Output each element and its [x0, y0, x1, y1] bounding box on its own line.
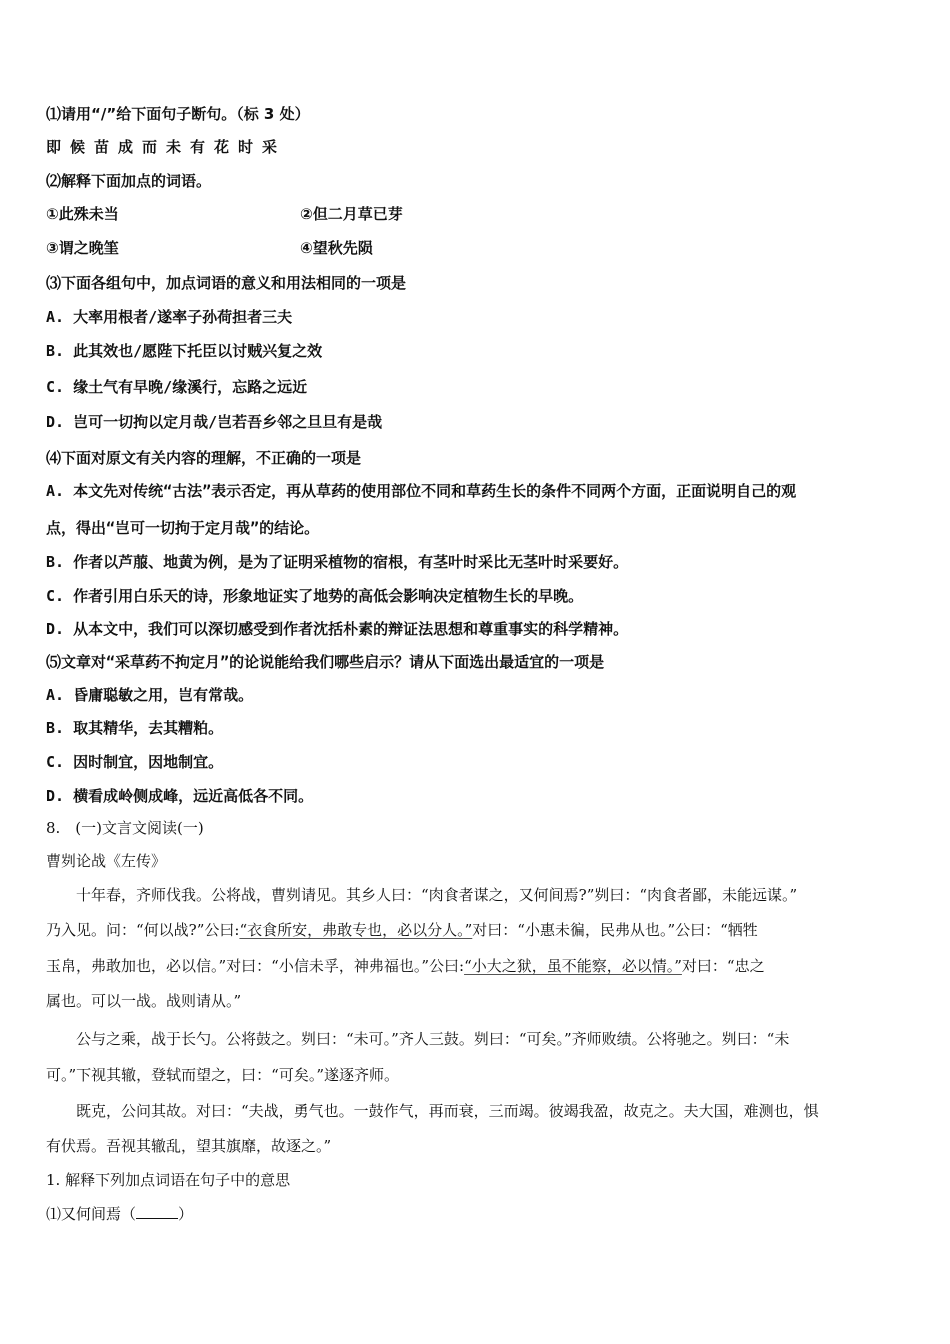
item-text: ） [178, 1205, 194, 1223]
underlined-sentence-1: “衣食所安，弗敢专也，必以分人。” [239, 921, 473, 939]
passage-text: 乃入见。问：“何以战?”公曰: [46, 921, 240, 939]
q2-item-1: ①此殊未当 [46, 205, 119, 223]
item-text: ⑴又何间焉（ [46, 1205, 137, 1223]
passage-p1-line3 [46, 956, 765, 976]
q4-option-c: C. 作者引用白乐天的诗，形象地证实了地势的高低会影响决定植物生长的早晚。 [46, 587, 584, 605]
q2-row-1 [46, 204, 906, 224]
q4-prompt: ⑷下面对原文有关内容的理解，不正确的一项是 [46, 449, 362, 467]
q5-prompt: ⑸文章对“采草药不拘定月”的论说能给我们哪些启示？请从下面选出最适宜的一项是 [46, 653, 605, 671]
section-heading: 8. (一)文言文阅读(一) [46, 819, 204, 837]
q1-sentence: 即候苗成而未有花时采 [46, 138, 287, 156]
q3-option-b: B. 此其效也/愿陛下托臣以讨贼兴复之效 [46, 342, 323, 360]
passage-p2-line2: 可。”下视其辙，登轼而望之，曰：“可矣。”遂逐齐师。 [46, 1066, 400, 1084]
passage-p2-line1: 公与之乘，战于长勺。公将鼓之。刿曰：“未可。”齐人三鼓。刿曰：“可矣。”齐师败绩。公将驰之。刿曰：“未 [76, 1030, 790, 1048]
q1-prompt: ⑴请用“/”给下面句子断句。（标 3 处） [46, 105, 310, 123]
passage-p1-line2 [46, 920, 758, 940]
q2-item-3: ③谓之晚筀 [46, 239, 119, 257]
passage-text: 玉帛，弗敢加也，必以信。”对曰：“小信未孚，神弗福也。”公曰: [46, 957, 465, 975]
q3-option-c: C. 缘土气有早晚/缘溪行，忘路之远近 [46, 378, 308, 396]
q4-option-a: A. 本文先对传统“古法”表示否定，再从草药的使用部位不同和草药生长的条件不同两个方面，正面说明自己的观 [46, 482, 797, 500]
passage-text: 对曰：“小惠未徧，民弗从也。”公曰：“牺牲 [472, 921, 758, 939]
q3-option-a: A. 大率用根者/遂率子孙荷担者三夫 [46, 308, 293, 326]
answer-blank[interactable] [136, 1204, 178, 1219]
passage-title: 曹刿论战《左传》 [46, 852, 167, 870]
q4-option-d: D. 从本文中，我们可以深切感受到作者沈括朴素的辩证法思想和尊重事实的科学精神。 [46, 620, 629, 638]
q3-prompt: ⑶下面各组句中，加点词语的意义和用法相同的一项是 [46, 274, 407, 292]
q5-option-d: D. 横看成岭侧成峰，远近高低各不同。 [46, 787, 314, 805]
passage-text: 对曰：“忠之 [681, 957, 765, 975]
q2-item-4: ④望秋先陨 [300, 239, 373, 257]
question1-prompt: 1. 解释下列加点词语在句子中的意思 [46, 1171, 291, 1189]
passage-p3-line1: 既克，公问其故。对曰：“夫战，勇气也。一鼓作气，再而衰，三而竭。彼竭我盈，故克之。夫大国，难测也，惧 [76, 1102, 819, 1120]
passage-p1-line4: 属也。可以一战。战则请从。” [46, 992, 242, 1010]
passage-p1-line1: 十年春，齐师伐我。公将战，曹刿请见。其乡人曰：“肉食者谋之，又何间焉?”刿曰：“肉食者鄙，未能远谋。” [76, 886, 798, 904]
q2-row-2 [46, 238, 906, 258]
q4-option-a-cont: 点，得出“岂可一切拘于定月哉”的结论。 [46, 519, 320, 537]
underlined-sentence-2: “小大之狱，虽不能察，必以情。” [464, 957, 682, 975]
question1-item1 [46, 1204, 193, 1224]
q4-option-b: B. 作者以芦菔、地黄为例，是为了证明采植物的宿根，有茎叶时采比无茎叶时采要好。 [46, 553, 629, 571]
q5-option-a: A. 昏庸聪敏之用，岂有常哉。 [46, 686, 254, 704]
q5-option-c: C. 因时制宜，因地制宜。 [46, 753, 224, 771]
passage-p3-line2: 有伏焉。吾视其辙乱，望其旗靡，故逐之。” [46, 1137, 332, 1155]
q5-option-b: B. 取其精华，去其糟粕。 [46, 719, 224, 737]
q2-prompt: ⑵解释下面加点的词语。 [46, 172, 212, 190]
q2-item-2: ②但二月草已芽 [300, 205, 403, 223]
q3-option-d: D. 岂可一切拘以定月哉/岂若吾乡邻之旦旦有是哉 [46, 413, 383, 431]
